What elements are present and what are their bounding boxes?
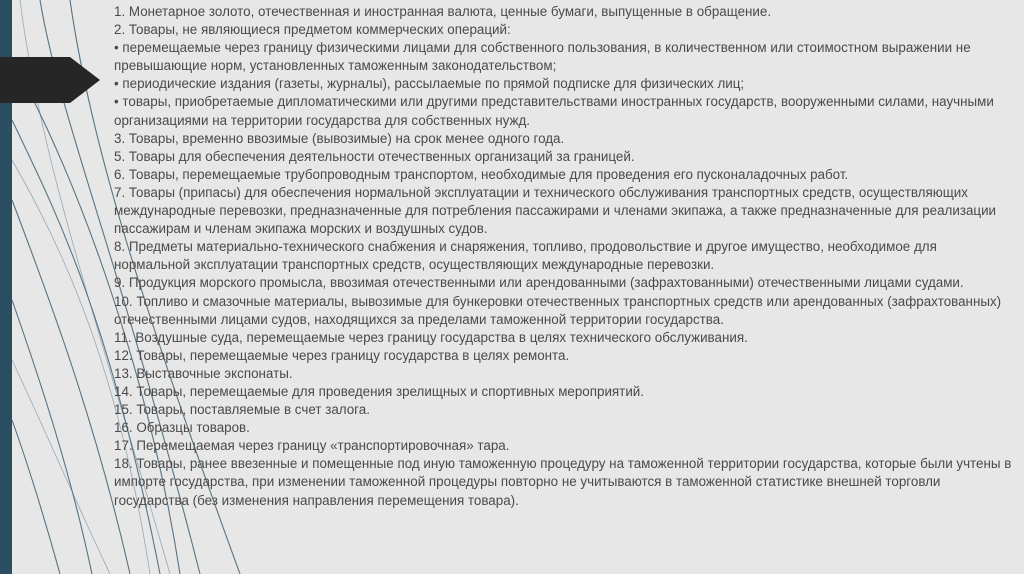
arrow-shape — [0, 57, 100, 103]
list-item: 2. Товары, не являющиеся предметом коммерческих операций: — [114, 22, 511, 38]
list-item: 16. Образцы товаров. — [114, 420, 250, 436]
list-item: 8. Предметы материально-технического снабжения и снаряжения, топливо, продовольствие и другое имущество, необходимое для нормальной эксплуатации транспортных средств, осуществляющих международные перевозки. — [114, 239, 937, 273]
list-item: 14. Товары, перемещаемые для проведения зрелищных и спортивных мероприятий. — [114, 383, 644, 399]
list-item: 9. Продукция морского промысла, ввозимая отечественными или арендованными (зафрахтованными) отечественными лицами судами. — [114, 275, 964, 291]
list-item: 12. Товары, перемещаемые через границу государства в целях ремонта. — [114, 347, 570, 363]
list-item: 6. Товары, перемещаемые трубопроводным транспортом, необходимые для проведения его пусконаладочных работ. — [114, 166, 849, 182]
list-item: 10. Топливо и смазочные материалы, вывозимые для бункеровки отечественных транспортных средств или арендованных (зафрахтованных) отечественными лицами судов, находящихся за пределами таможенной территории государства. — [114, 293, 1002, 327]
list-item: 7. Товары (припасы) для обеспечения нормальной эксплуатации и технического обслуживания транспортных средств, осуществляющих международные перевозки, предназначенные для потребления пассажирами и членами экипажа, а также предназначенные для реализации пассажирам и членам экипажа морских и воздушных судов. — [114, 184, 997, 237]
list-item: 17. Перемещаемая через границу «транспортировочная» тара. — [114, 438, 510, 454]
list-item: • перемещаемые через границу физическими лицами для собственного пользования, в количественном или стоимостном выражении не превышающие норм, установленных таможенным законодательством; — [114, 40, 971, 74]
list-item: 15. Товары, поставляемые в счет залога. — [114, 402, 370, 418]
list-item: 11. Воздушные суда, перемещаемые через границу государства в целях технического обслуживания. — [114, 329, 748, 345]
list-item: 1. Монетарное золото, отечественная и иностранная валюта, ценные бумаги, выпущенные в обращение. — [114, 4, 772, 19]
list-item: • товары, приобретаемые дипломатическими или другими представительствами иностранных государств, вооруженными силами, научными организациями на территории государства для собственных нужд. — [114, 94, 994, 128]
list-item: • периодические издания (газеты, журналы), рассылаемые по прямой подписке для физических лиц; — [114, 76, 745, 92]
text-content — [114, 3, 1014, 510]
list-item: 3. Товары, временно ввозимые (вывозимые) на срок менее одного года. — [114, 130, 565, 146]
list-item: 13. Выставочные экспонаты. — [114, 365, 293, 381]
list-item: 18. Товары, ранее ввезенные и помещенные под иную таможенную процедуру на таможенной территории государства, которые были учтены в импорте государства, при изменении таможенной процедуры повторно не учитываются в таможенной статистике внешней торговли государства (без изменения направления перемещения товара). — [114, 456, 1012, 508]
list-item: 5. Товары для обеспечения деятельности отечественных организаций за границей. — [114, 148, 635, 164]
